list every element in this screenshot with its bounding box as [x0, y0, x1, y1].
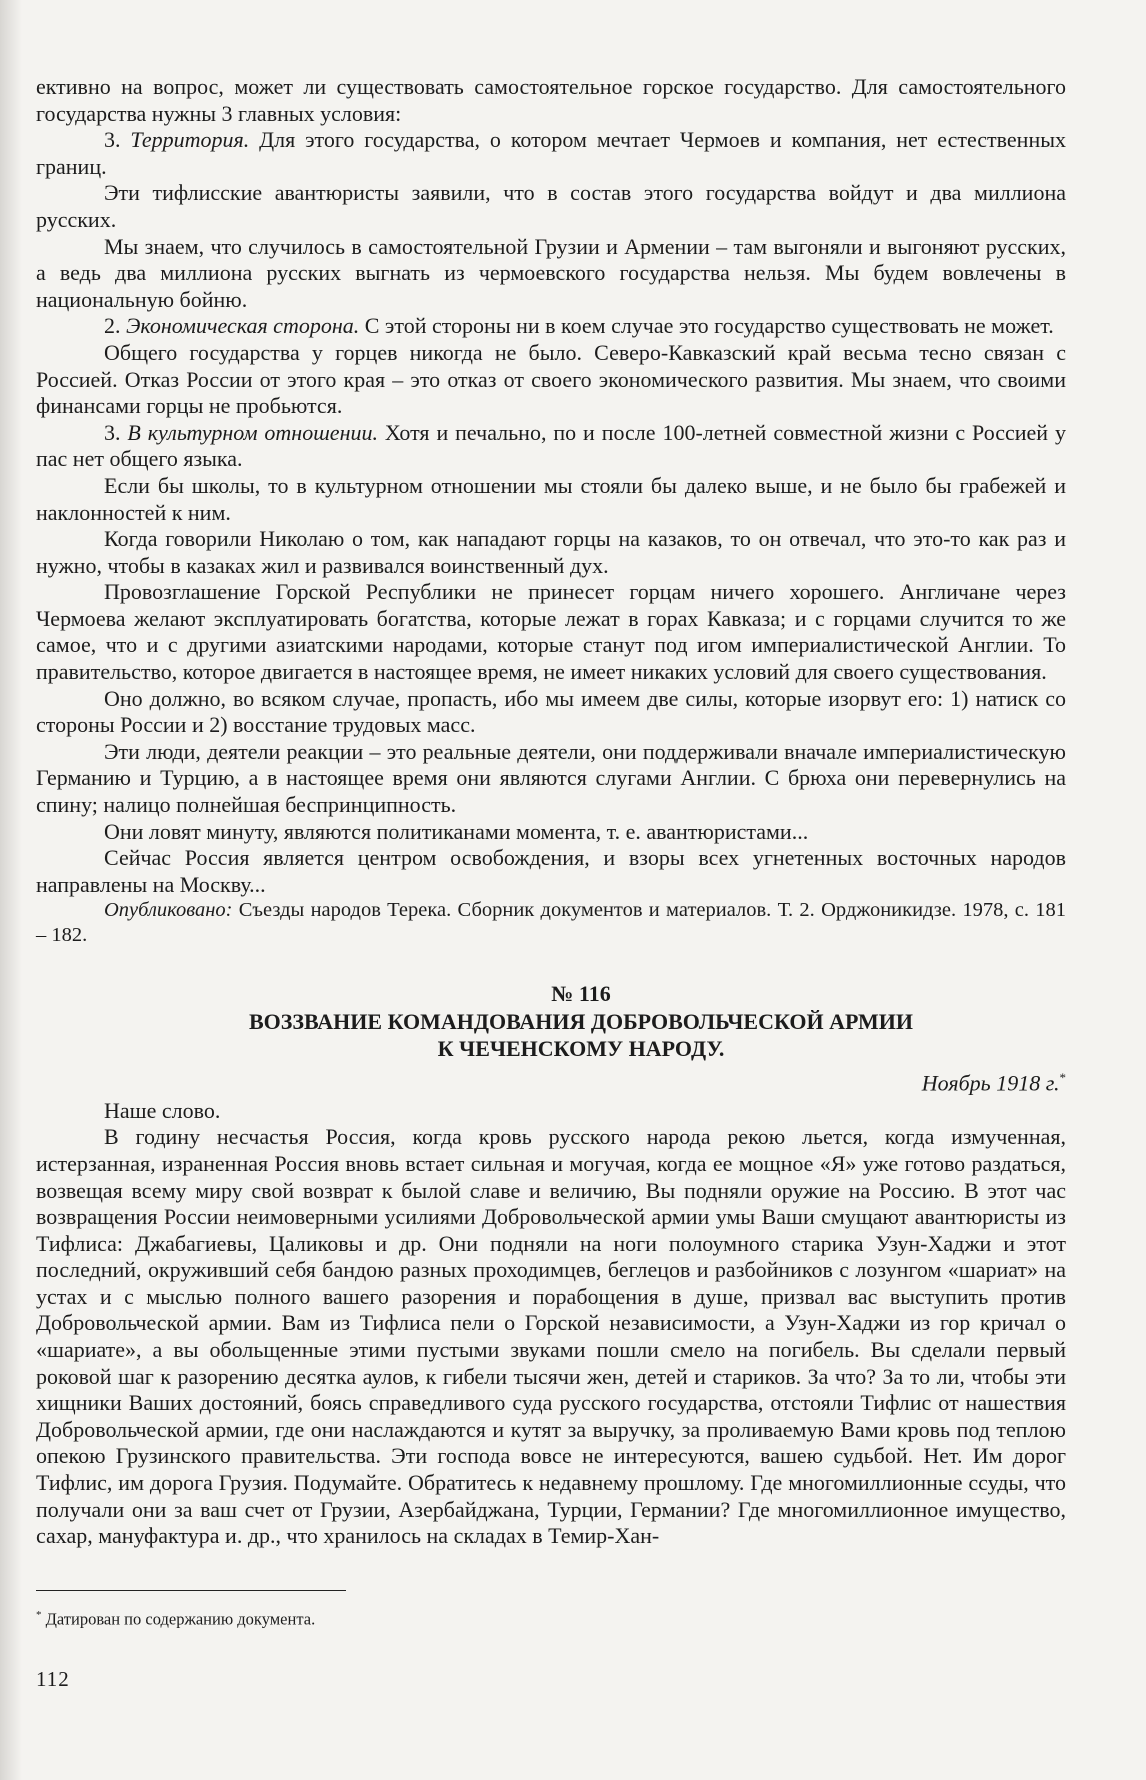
- paragraph: ективно на вопрос, может ли существовать самостоятельное горское государство. Для самостоятельного государства нужны 3 главных условия:: [36, 74, 1066, 126]
- paragraph-economic: 2. Экономическая сторона. С этой стороны ни в коем случае это государство существовать не может.: [104, 313, 1054, 339]
- paragraph: Оно должно, во всяком случае, пропасть, ибо мы имеем две силы, которые изорвут его: 1) натиск со стороны России и 2) восстание трудовых масс.: [36, 685, 1066, 738]
- page-number: 112: [36, 1667, 70, 1692]
- paragraph: Эти люди, деятели реакции – это реальные деятели, они поддерживали вначале империалистическую Германию и Турцию, а в настоящее время они являются слугами Англии. С брюха они перевернулись на спину; налицо полнейшая беспринципность.: [36, 738, 1066, 818]
- paragraph: В годину несчастья Россия, когда кровь русского народа рекою льется, когда измученная, истерзанная, израненная Россия вновь встает сильная и могучая, когда ее мощное «Я» уже готово раздаться, возвещая всему миру свой возврат к былой славе и величию, Вы подняли оружие на Россию. В этот час возвращения России неимоверными усилиями Добровольческой армии умы Ваши смущают авантюристы из Тифлиса: Джабагиевы, Цаликовы и др. Они подняли на ноги полоумного старика Узун-Хаджи и этот последний, окруживший себя бандою разных проходимцев, беглецов и разбойников с лозунгом «шариат» на устах и с мыслью полного вашего разорения и порабощения в душе, призвал вас выступить против Добровольческой армии. Вам из Тифлиса пели о Горской независимости, а Узун-Хаджи из гор кричал о «шариате», а вы обольщенные этими пустыми звуками пошли смело на погибель. Вы сделали первый роковой шаг к разорению десятка аулов, к гибели тысячи жен, детей и стариков. За что? За то ли, чтобы эти хищники Ваших достояний, боясь справедливого суда русского государства, отстояли Тифлис от нашествия Добровольческой армии, где они наслаждаются и кутят за выручку, за проливаемую Вами кровь под теплою опекою Грузинского правительства. Эти господа вовсе не интересуются, вашею судьбой. Нет. Им дорог Тифлис, им дорога Грузия. Подумайте. Обратитесь к недавнему прошлому. Где многомиллионные ссуды, что получали они за ваш счет от Грузии, Азербайджана, Турции, Германии? Где многомиллионное имущество, сахар, мануфактура и. др., что хранилось на складах в Темир-Хан-: [36, 1124, 1066, 1549]
- footnote: * Датирован по содержанию документа.: [36, 1608, 316, 1629]
- paragraph-territory: 3. Территория. Для этого государства, о котором мечтает Чермоев и компания, нет естественных границ.: [36, 127, 1066, 179]
- paragraph: Общего государства у горцев никогда не было. Северо-Кавказский край весьма тесно связан с Россией. Отказ России от этого края – это отказ от своего экономического развития. Мы знаем, что своими финансами горцы не пробьются.: [36, 339, 1066, 419]
- paragraph: Сейчас Россия является центром освобождения, и взоры всех угнетенных восточных народов направлены на Москву...: [36, 845, 1066, 897]
- paragraph: Они ловят минуту, являются политиканами момента, т. е. авантюристами...: [104, 818, 809, 844]
- footnote-divider: [36, 1590, 346, 1591]
- paragraph: Если бы школы, то в культурном отношении мы стояли бы далеко выше, и не было бы грабежей и наклонностей к ним.: [36, 472, 1066, 525]
- paragraph: Наше слово.: [104, 1097, 221, 1123]
- document-date: Ноябрь 1918 г.*: [921, 1070, 1066, 1096]
- document-title-line: К ЧЕЧЕНСКОМУ НАРОДУ.: [437, 1036, 725, 1062]
- top-text-block: [36, 74, 1066, 948]
- paragraph: Когда говорили Николаю о том, как нападают горцы на казаков, то он отвечал, что это-то как раз и нужно, чтобы в казаках жил и развивался воинственный дух.: [36, 526, 1066, 578]
- paragraph: Провозглашение Горской Республики не принесет горцам ничего хорошего. Англичане через Чермоева желают эксплуатировать богатства, которые лежат в горах Кавказа; и с горцами случится то же самое, что и с другими азиатскими народами, которые станут под игом империалистической Англии. То правительство, которое двигается в настоящее время, не имеет никаких условий для своего существования.: [36, 579, 1066, 685]
- paragraph: Эти тифлисские авантюристы заявили, что в состав этого государства войдут и два миллиона русских.: [36, 180, 1066, 232]
- paragraph: Мы знаем, что случилось в самостоятельной Грузии и Армении – там выгоняли и выгоняют русских, а ведь два миллиона русских выгнать из чермоевского государства нельзя. Мы будем вовлечены в национальную бойню.: [36, 233, 1066, 312]
- footnote-marker: *: [1059, 1070, 1066, 1086]
- document-number: № 116: [551, 981, 611, 1007]
- source-citation: Опубликовано: Съезды народов Терека. Сборник документов и материалов. Т. 2. Орджоникидзе. 1978, с. 181 – 182.: [36, 899, 1066, 947]
- paragraph-cultural: 3. В культурном отношении. Хотя и печально, по и после 100-летней совместной жизни с Россией у пас нет общего языка.: [36, 419, 1066, 472]
- document-title: [36, 1008, 1066, 1062]
- document-title-line: ВОЗЗВАНИЕ КОМАНДОВАНИЯ ДОБРОВОЛЬЧЕСКОЙ АРМИИ: [248, 1009, 914, 1035]
- document-text-block: [36, 1098, 1066, 1550]
